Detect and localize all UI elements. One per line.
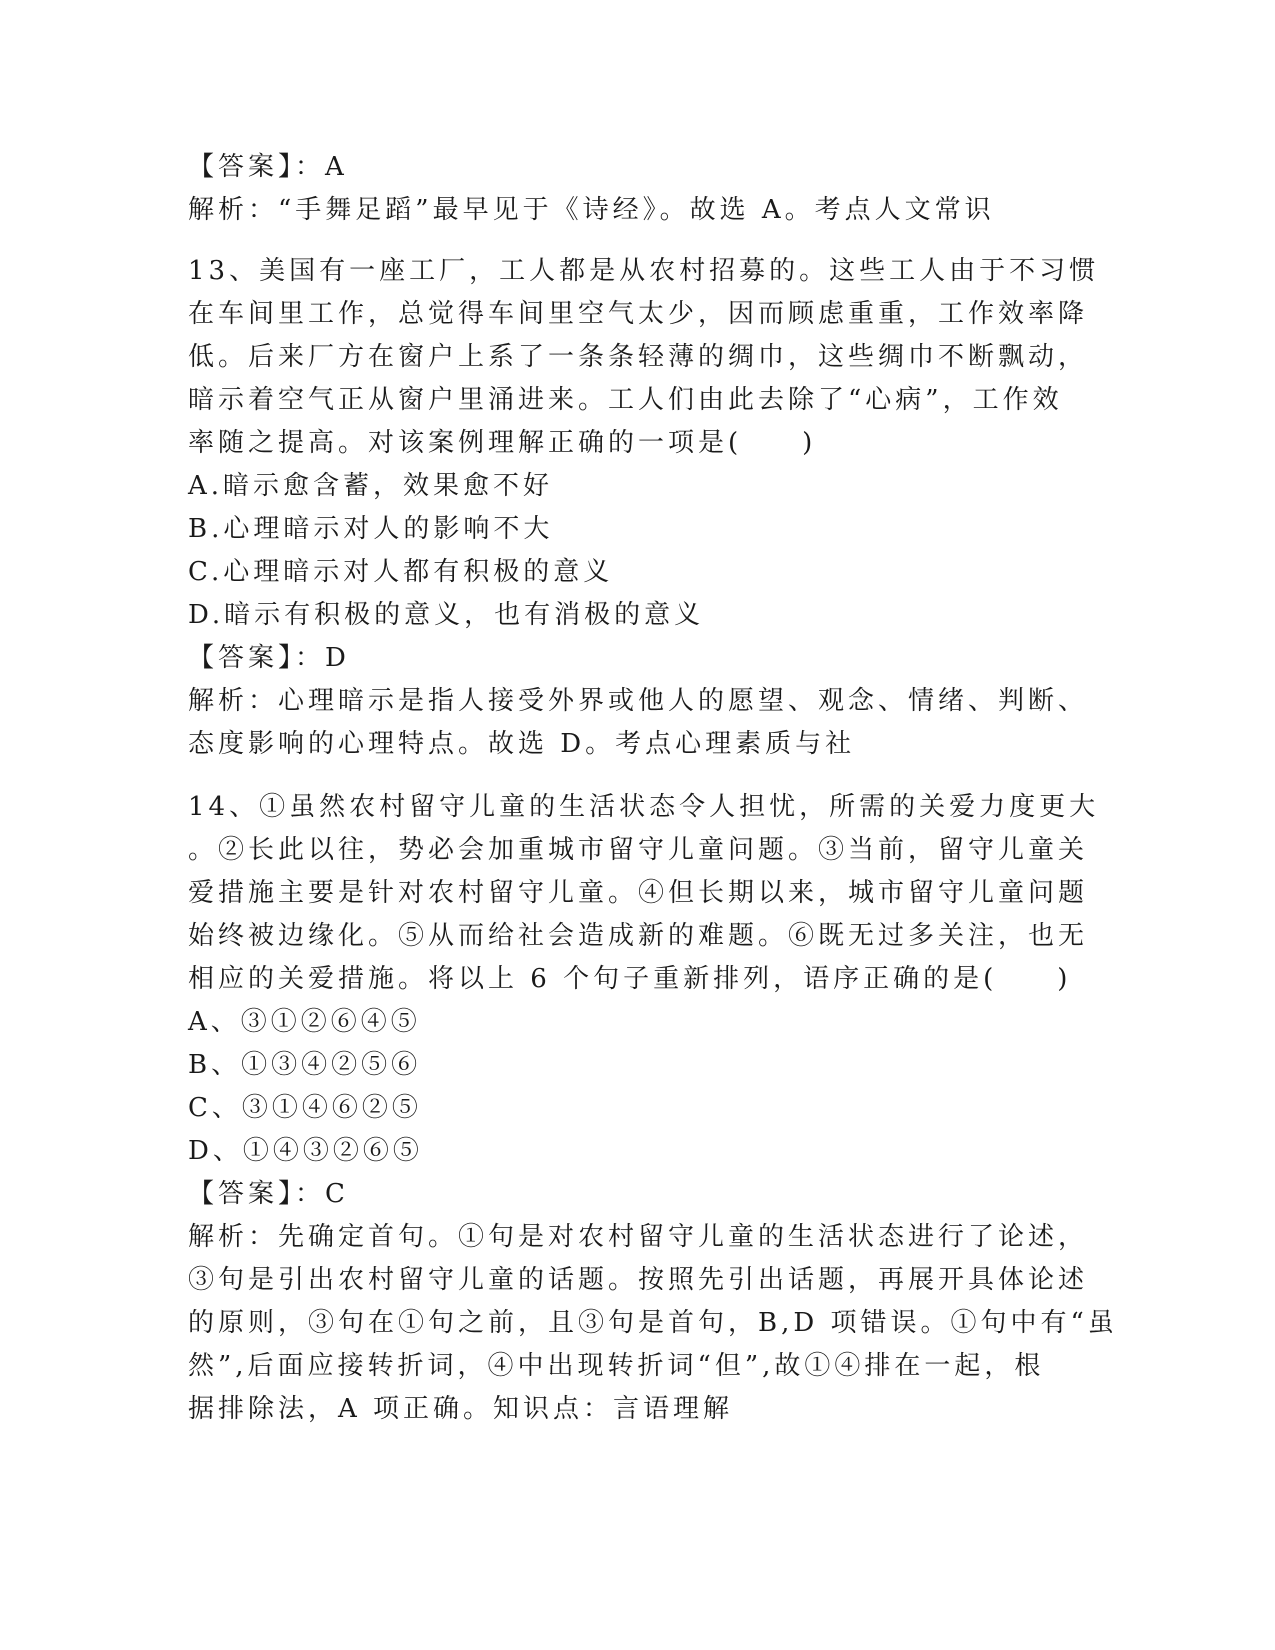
analysis-line: 据排除法，A 项正确。知识点：言语理解 [188,1394,734,1424]
question-stem-line: 相应的关爱措施。将以上 6 个句子重新排列，语序正确的是( ) [188,964,1072,994]
question-13 [188,250,1100,766]
option-a: A.暗示愈含蓄，效果愈不好 [188,471,554,501]
question-stem-line: 14、①虽然农村留守儿童的生活状态令人担忧，所需的关爱力度更大 [188,792,1100,822]
question-stem-line: 。②长此以往，势必会加重城市留守儿童问题。③当前，留守儿童关 [188,835,1089,865]
question-stem-line: 暗示着空气正从窗户里涌进来。工人们由此去除了“心病”，工作效 [188,385,1063,415]
question-stem-line: 13、美国有一座工厂，工人都是从农村招募的。这些工人由于不习惯 [188,256,1100,286]
option-b: B.心理暗示对人的影响不大 [188,514,554,544]
spacer [188,232,1078,250]
analysis-line: 的原则，③句在①句之前，且③句是首句，B,D 项错误。①句中有“虽 [188,1308,1118,1338]
option-c: C.心理暗示对人都有积极的意义 [188,557,614,587]
analysis-line: ③句是引出农村留守儿童的话题。按照先引出话题，再展开具体论述 [188,1265,1089,1295]
analysis-line: 解析：先确定首句。①句是对农村留守儿童的生活状态进行了论述， [188,1222,1089,1252]
question-stem-line: 率随之提高。对该案例理解正确的一项是( ) [188,428,817,458]
analysis-line: 解析：“手舞足蹈”最早见于《诗经》。故选 A。考点人文常识 [188,195,995,225]
answer-line: 【答案】：C [188,1179,349,1209]
option-a: A、③①②⑥④⑤ [188,1007,421,1037]
document-content [188,146,1118,1431]
question-stem-line: 始终被边缘化。⑤从而给社会造成新的难题。⑥既无过多关注，也无 [188,921,1089,951]
question-14 [188,786,1118,1431]
question-stem-line: 在车间里工作，总觉得车间里空气太少，因而顾虑重重，工作效率降 [188,299,1089,329]
analysis-line: 然”,后面应接转折词，④中出现转折词“但”,故①④排在一起，根 [188,1351,1045,1381]
option-d: D、①④③②⑥⑤ [188,1136,423,1166]
option-c: C、③①④⑥②⑤ [188,1093,422,1123]
option-b: B、①③④②⑤⑥ [188,1050,422,1080]
analysis-line: 解析：心理暗示是指人接受外界或他人的愿望、观念、情绪、判断、 [188,686,1089,716]
option-d: D.暗示有积极的意义，也有消极的意义 [188,600,705,630]
spacer [188,766,1078,786]
answer-line: 【答案】：A [188,152,348,182]
analysis-line: 态度影响的心理特点。故选 D。考点心理素质与社 [188,729,856,759]
question-stem-line: 爱措施主要是针对农村留守儿童。④但长期以来，城市留守儿童问题 [188,878,1089,908]
question-stem-line: 低。后来厂方在窗户上系了一条条轻薄的绸巾，这些绸巾不断飘动， [188,342,1089,372]
answer-line: 【答案】：D [188,643,350,673]
